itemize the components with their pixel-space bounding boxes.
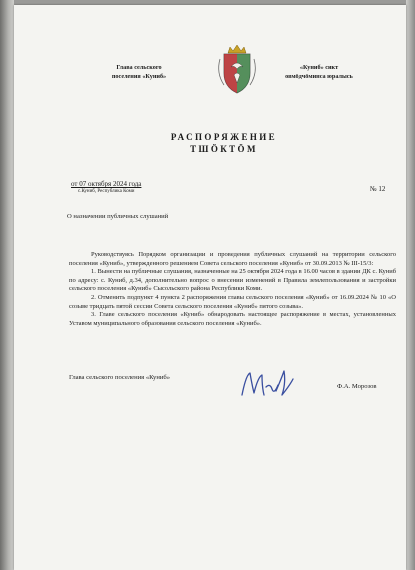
scan-left-edge [0,0,14,570]
header-right-block [277,63,361,81]
title-line2: ТШÖКТÖМ [190,144,258,154]
signatory-name: Ф.А. Морозов [337,383,377,390]
body-item-2: 2. Отменить подпункт 4 пункта 2 распоряжения главы сельского поселения «Куниб» от 16.09.2024 № 10 «О созыве тридцать пятой сессии Совета сельского поселения «Куниб» пятого созыва». [69,293,396,310]
signature-label: Глава сельского поселения «Куниб» [69,374,171,381]
header-left-block [100,63,178,81]
document-number: № 12 [370,185,386,193]
document-body [69,251,396,328]
handwritten-signature-icon [238,365,296,401]
document-date: от 07 октября 2024 года [71,180,142,188]
body-item-3: 3. Главе сельского поселения «Куниб» обнародовать настоящее распоряжение в местах, установленных Уставом муниципального образования сельского поселения «Куниб». [69,311,396,327]
document-page [14,5,406,570]
document-subject: О назначении публичных слушаний [67,213,169,220]
body-preamble: Руководствуясь Порядком организации и проведения публичных слушаний на территории сельского поселения «Куниб», утвержденного решением Совета сельского поселения «Куниб» от 30.09.2013 № III-15/3: [69,251,396,267]
coat-of-arms-icon [214,43,260,97]
body-item-1: 1. Вынести на публичные слушания, назначенные на 25 октября 2024 года в 16.00 часов в здании ДК с. Куниб по адресу: с. Куниб, д.34, дополнительно вопрос о внесении изменений в Правила землепользования и застройки сельского поселения «Куниб» Сысольского района Республики Коми. [69,268,396,293]
scan-right-edge [406,0,415,570]
header-left-line1: Глава сельского [116,64,162,71]
header-left-line2: поселения «Куниб» [111,73,167,80]
header-right-line2: овмöдчöминса юралысь [285,73,353,80]
header-right-line1: «Куниб» сикт [299,64,339,71]
title-line1: РАСПОРЯЖЕНИЕ [170,132,278,142]
document-title [164,131,284,155]
document-place: с.Куниб, Республика Коми [78,189,135,194]
